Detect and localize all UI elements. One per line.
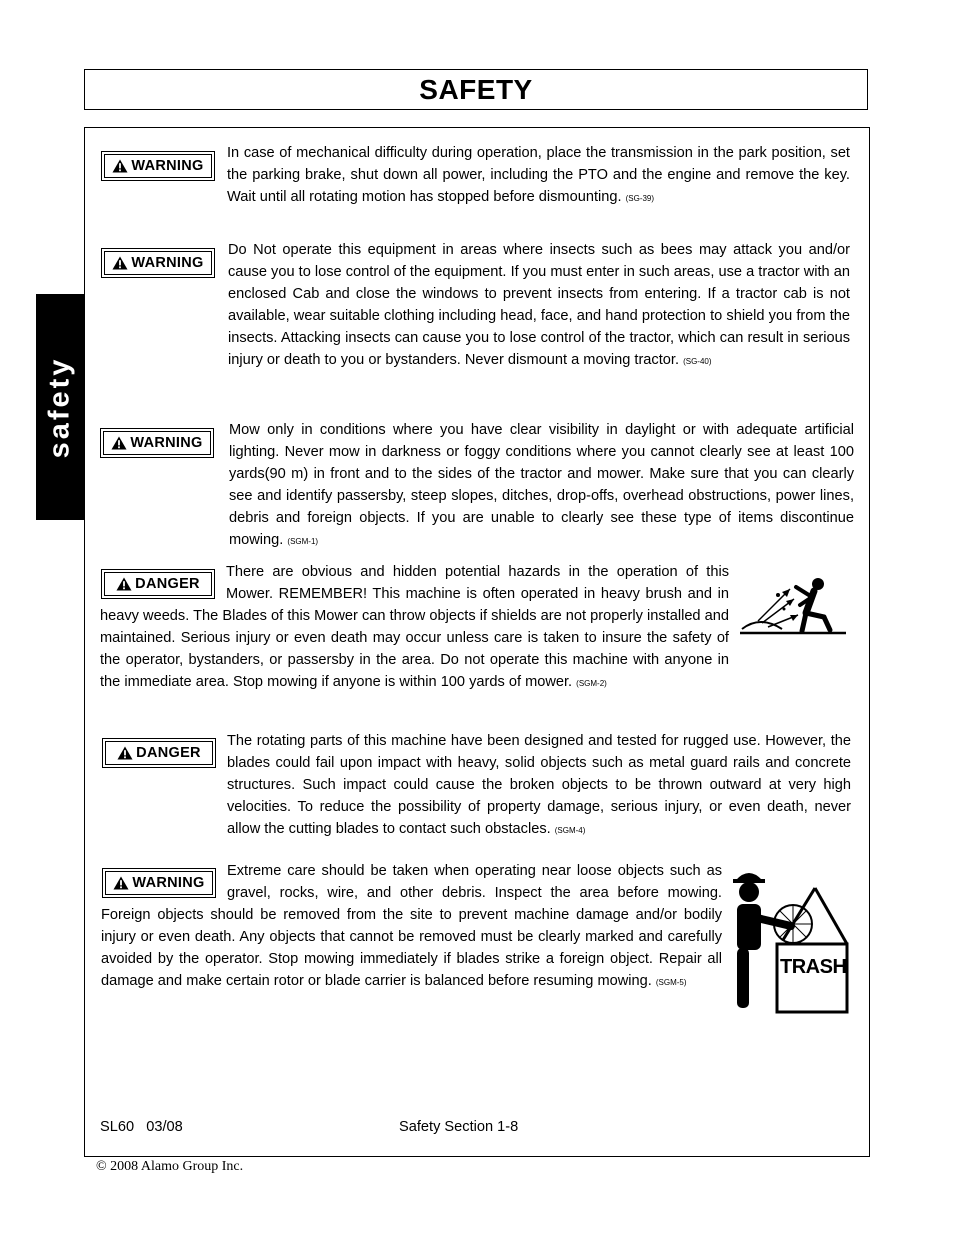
worker-trash-icon	[731, 866, 849, 1014]
warning-label: WARNING	[131, 255, 204, 271]
message-code: (SGM-2)	[576, 678, 607, 688]
trash-bin-label: TRASH	[780, 956, 847, 978]
warning-label: WARNING	[132, 875, 205, 891]
alert-triangle-icon	[113, 876, 129, 890]
safety-message-sgm1	[229, 420, 854, 552]
danger-label: DANGER	[136, 745, 201, 761]
section-side-tab	[36, 294, 84, 520]
message-text: There are obvious and hidden potential hazards in the operation of this Mower. REMEMBER! This machine is often operated in heavy brush and in heavy weeds. The Blades of this Mower can throw objects if shields are not properly installed and maintained. Serious injury or even death may occur unless care is taken to insure the safety of the operator, bystanders, or passersby in the area. Do not operate this machine with anyone in the immediate area. Stop mowing if anyone is within 100 yards of mower.	[100, 564, 729, 690]
message-text: The rotating parts of this machine have been designed and tested for rugged use. However, the blades could fail upon impact with heavy, solid objects such as metal guard rails and concrete structures. Such impact could cause the broken objects to be thrown outward at very high velocities. To reduce the possibility of property damage, serious injury, or even death, never allow the cutting blades to contact such obstacles.	[227, 733, 851, 837]
page-title: SAFETY	[419, 73, 533, 105]
safety-message-sgm4	[227, 731, 851, 842]
message-code: (SGM-1)	[287, 536, 319, 546]
message-text: Mow only in conditions where you have clear visibility in daylight or with adequate artificial lighting. Never mow in darkness or foggy conditions where you cannot clearly see at least 100 yards(90 m) in front and to the sides of the tractor and mower. Make sure that you can clearly see and identify passersby, steep slopes, ditches, drop-offs, overhead obstructions, power lines, debris and foreign objects. If you are unable to clearly see these type of items discontinue mowing.	[229, 422, 854, 548]
alert-triangle-icon	[111, 436, 127, 450]
message-code: (SGM-4)	[554, 825, 586, 835]
message-code: (SG-39)	[625, 193, 655, 203]
footer-model-date: SL60 03/08	[100, 1119, 183, 1135]
alert-triangle-icon	[112, 159, 128, 173]
alert-triangle-icon	[112, 256, 128, 270]
warning-sign-sgm5	[102, 868, 216, 898]
warning-label: WARNING	[131, 158, 204, 174]
message-code: (SGM-5)	[655, 977, 687, 987]
message-code: (SG-40)	[683, 356, 712, 366]
alert-triangle-icon	[116, 577, 132, 591]
warning-sign-sgm1	[100, 428, 214, 458]
danger-label: DANGER	[135, 576, 200, 592]
debris-trash-illustration	[731, 866, 849, 1014]
message-text: Do Not operate this equipment in areas where insects such as bees may attack you and/or cause you to lose control of the equipment. If you must enter in such areas, use a tractor with an enclosed Cab and close the windows to prevent insects from entering. If a tractor cab is not available, wear suitable clothing including head, face, and hand protection to shield you from the insects. Attacking insects can cause you to lose control of the tractor, which can result in serious injury or death to you or bystanders. Never dismount a moving tractor.	[228, 242, 850, 368]
side-tab-label: safety	[43, 356, 76, 458]
safety-message-sg39	[227, 143, 850, 210]
safety-message-sg40	[228, 240, 850, 372]
thrown-object-hazard-icon	[738, 575, 848, 637]
footer-section-page: Safety Section 1-8	[399, 1119, 519, 1135]
alert-triangle-icon	[117, 746, 133, 760]
warning-sign-sg40	[101, 248, 215, 278]
copyright-notice: © 2008 Alamo Group Inc.	[96, 1159, 244, 1174]
message-text: In case of mechanical difficulty during operation, place the transmission in the park position, set the parking brake, shut down all power, including the PTO and the engine and remove the key. Wait until all rotating motion has stopped before dismounting.	[227, 145, 850, 205]
page-header	[84, 69, 868, 110]
warning-label: WARNING	[130, 435, 203, 451]
danger-sign-sgm2	[101, 569, 215, 599]
danger-sign-sgm4	[102, 738, 216, 768]
message-text: Extreme care should be taken when operating near loose objects such as gravel, rocks, wire, and other debris. Inspect the area before mowing. Foreign objects should be removed from the site to prevent machine damage and/or bodily injury or even death. Any objects that cannot be removed must be clearly marked and carefully avoided by the operator. Stop mowing immediately if blades strike a foreign object. Repair all damage and make certain rotor or blade carrier is balanced before resuming mowing.	[101, 863, 722, 989]
warning-sign-sg39	[101, 151, 215, 181]
